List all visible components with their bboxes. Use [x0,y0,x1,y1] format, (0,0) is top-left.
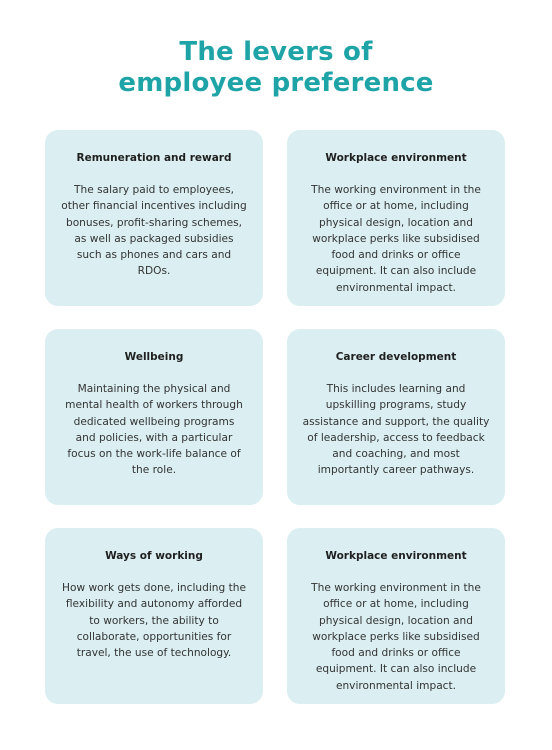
card-workplace-environment [287,130,505,306]
page-title-line-2: employee preference [118,68,434,98]
card-heading: Workplace environment [325,550,467,562]
page-title [0,37,552,99]
card-remuneration-and-reward [45,130,263,306]
card-body: Maintaining the physical and mental health of workers through dedicated wellbeing programs and policies, with a particular focus on the work-life balance of the role. [65,383,243,477]
card-heading: Wellbeing [124,351,184,363]
card-ways-of-working [45,528,263,704]
card-body: The working environment in the office or at home, including physical design, location and workplace perks like subsidised food and drinks or office equipment. It can also include environmental impact. [311,184,481,294]
card-career-development [287,329,505,505]
card-workplace-environment-repeat [287,528,505,704]
card-wellbeing [45,329,263,505]
card-body: The working environment in the office or at home, including physical design, location and workplace perks like subsidised food and drinks or office equipment. It can also include environmental impact. [311,582,481,692]
card-body: How work gets done, including the flexibility and autonomy afforded to workers, the ability to collaborate, opportunities for travel, the use of technology. [62,582,246,660]
card-body: This includes learning and upskilling programs, study assistance and support, the quality of leadership, access to feedback and coaching, and most importantly career pathways. [302,383,490,477]
card-heading: Remuneration and reward [76,152,232,164]
card-heading: Career development [335,351,457,363]
card-body: The salary paid to employees, other financial incentives including bonuses, profit-sharing schemes, as well as packaged subsidies such as phones and cars and RDOs. [61,184,247,278]
card-heading: Ways of working [105,550,203,562]
card-heading: Workplace environment [325,152,467,164]
page-title-line-1: The levers of [179,37,373,67]
